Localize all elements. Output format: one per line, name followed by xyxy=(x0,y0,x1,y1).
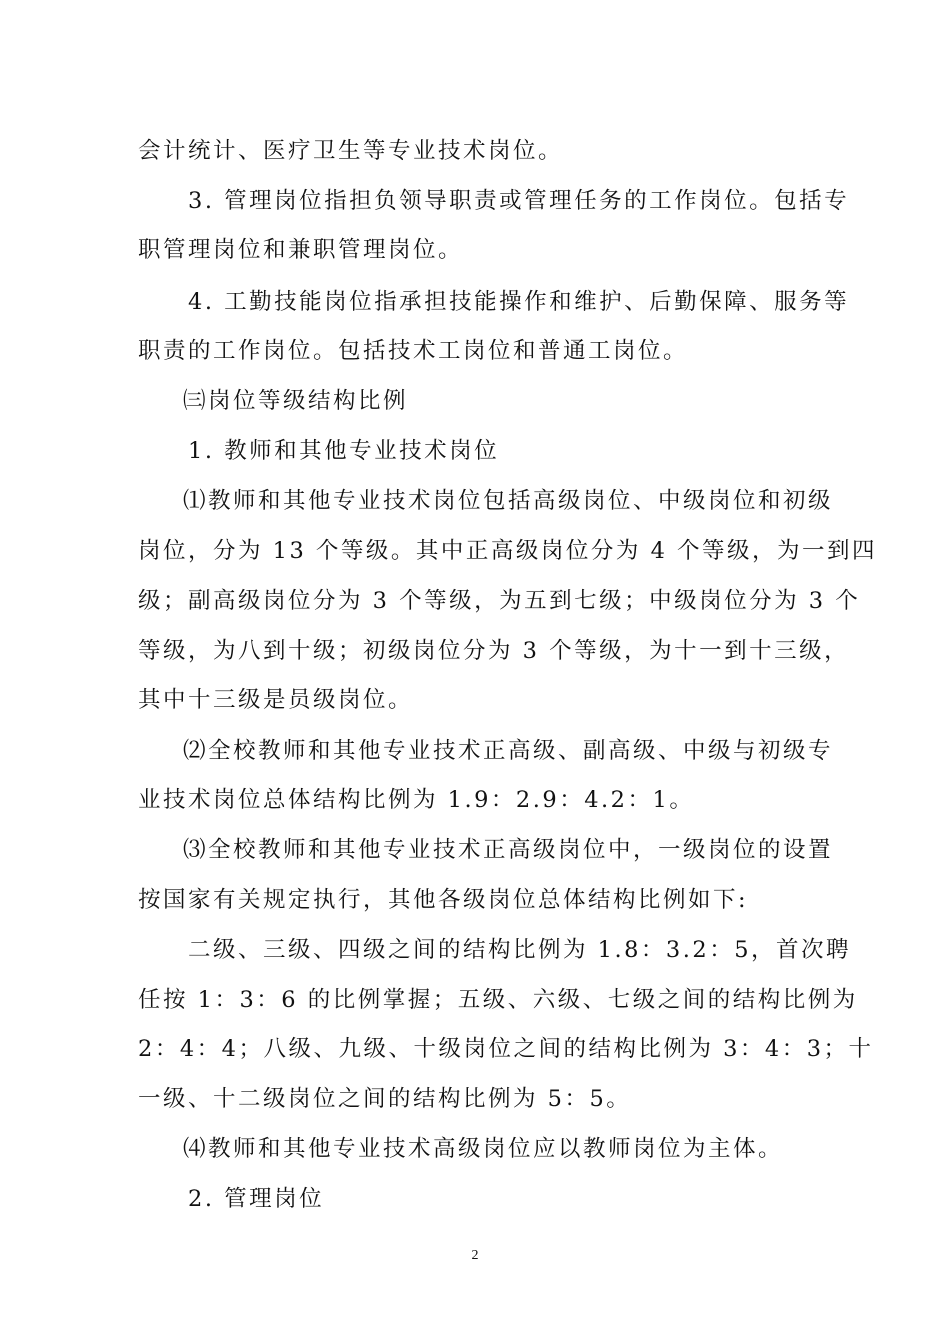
text-line: 级；副高级岗位分为 3 个等级，为五到七级；中级岗位分为 3 个 xyxy=(138,588,861,614)
text-line: 业技术岗位总体结构比例为 1.9：2.9：4.2：1。 xyxy=(138,787,695,813)
text-line: ⑷教师和其他专业技术高级岗位应以教师岗位为主体。 xyxy=(183,1136,784,1162)
text-line: 职责的工作岗位。包括技术工岗位和普通工岗位。 xyxy=(138,338,689,364)
text-line: 岗位，分为 13 个等级。其中正高级岗位分为 4 个等级，为一到四 xyxy=(138,538,878,564)
text-line: 会计统计、医疗卫生等专业技术岗位。 xyxy=(138,138,564,164)
page-number: 2 xyxy=(471,1248,479,1263)
text-line: 任按 1：3：6 的比例掌握；五级、六级、七级之间的结构比例为 xyxy=(138,987,858,1013)
text-line: 4. 工勤技能岗位指承担技能操作和维护、后勤保障、服务等 xyxy=(188,289,850,315)
text-line: 一级、十二级岗位之间的结构比例为 5：5。 xyxy=(138,1086,632,1112)
subsection-heading: 2. 管理岗位 xyxy=(188,1186,325,1212)
text-line: ⑵全校教师和其他专业技术正高级、副高级、中级与初级专 xyxy=(183,738,834,764)
text-line: 等级，为八到十级；初级岗位分为 3 个等级，为十一到十三级， xyxy=(138,638,850,664)
text-line: 3. 管理岗位指担负领导职责或管理任务的工作岗位。包括专 xyxy=(188,188,850,214)
text-line: ⑶全校教师和其他专业技术正高级岗位中，一级岗位的设置 xyxy=(183,837,834,863)
text-line: 2：4：4；八级、九级、十级岗位之间的结构比例为 3：4：3；十 xyxy=(138,1036,874,1062)
subsection-heading: 1. 教师和其他专业技术岗位 xyxy=(188,438,500,464)
text-line: 按国家有关规定执行，其他各级岗位总体结构比例如下: xyxy=(138,887,749,913)
text-line: 职管理岗位和兼职管理岗位。 xyxy=(138,237,464,263)
text-line: 二级、三级、四级之间的结构比例为 1.8：3.2：5，首次聘 xyxy=(188,937,852,963)
text-line: ⑴教师和其他专业技术岗位包括高级岗位、中级岗位和初级 xyxy=(183,488,834,514)
section-heading: ㈢岗位等级结构比例 xyxy=(183,388,409,414)
text-line: 其中十三级是员级岗位。 xyxy=(138,687,414,713)
